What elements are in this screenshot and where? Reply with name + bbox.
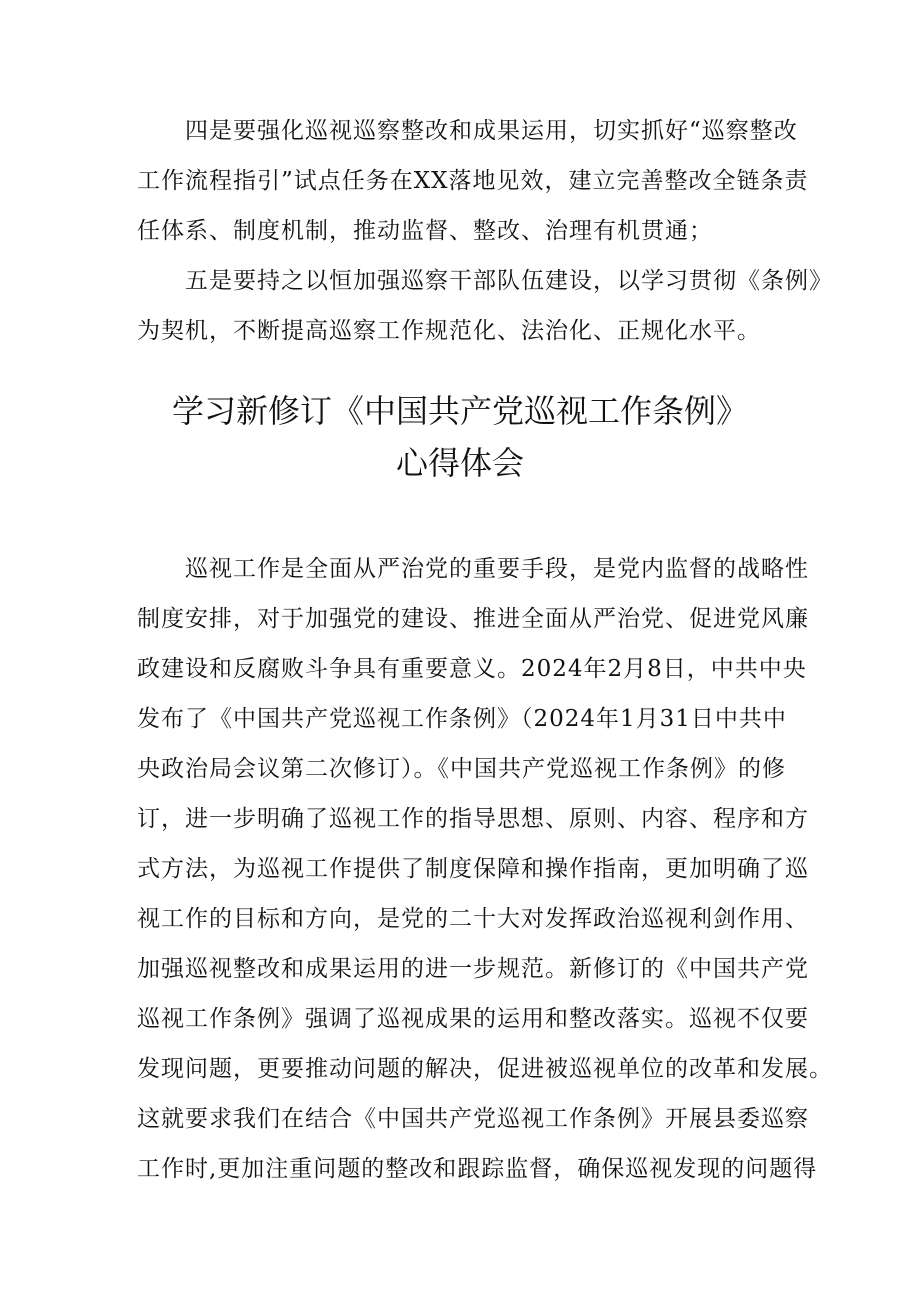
paragraph-line: 发布了《中国共产党巡视工作条例》（2024年1月31日中共中 [137,706,787,732]
paragraph-line: 为契机，不断提高巡察工作规范化、法治化、正规化水平。 [137,318,761,344]
document-title [0,385,920,489]
paragraph-line: 工作流程指引”试点任务在XX落地见效，建立完善整改全链条责 [137,168,809,194]
paragraph-line: 订，进一步明确了巡视工作的指导思想、原则、内容、程序和方 [137,806,809,832]
title-line-2: 心得体会 [395,444,524,482]
paragraph-line: 工作时,更加注重问题的整改和跟踪监督，确保巡视发现的问题得 [137,1156,818,1182]
paragraph-line: 巡视工作条例》强调了巡视成果的运用和整改落实。巡视不仅要 [137,1006,809,1032]
top-paragraphs [137,106,833,356]
paragraph-line: 央政治局会议第二次修订）。《中国共产党巡视工作条例》的修 [137,756,786,782]
paragraph-line: 视工作的目标和方向，是党的二十大对发挥政治巡视利剑作用、 [137,906,809,932]
paragraph-line: 发现问题，更要推动问题的解决，促进被巡视单位的改革和发展。 [137,1056,833,1082]
paragraph-line: 这就要求我们在结合《中国共产党巡视工作条例》开展县委巡察 [137,1106,809,1132]
body-paragraph [137,544,833,1194]
paragraph-line: 巡视工作是全面从严治党的重要手段，是党内监督的战略性 [137,556,809,582]
paragraph-line: 四是要强化巡视巡察整改和成果运用，切实抓好“巡察整改 [137,118,798,144]
paragraph-line: 式方法，为巡视工作提供了制度保障和操作指南，更加明确了巡 [137,856,809,882]
paragraph-line: 加强巡视整改和成果运用的进一步规范。新修订的《中国共产党 [137,956,809,982]
paragraph-line: 五是要持之以恒加强巡察干部队伍建设，以学习贯彻《条例》 [137,268,833,294]
paragraph-line: 政建设和反腐败斗争具有重要意义。2024年2月8日，中共中央 [137,656,807,682]
title-line-1: 学习新修订《中国共产党巡视工作条例》 [171,392,748,430]
paragraph-line: 制度安排，对于加强党的建设、推进全面从严治党、促进党风廉 [137,606,809,632]
paragraph-line: 任体系、制度机制，推动监督、整改、治理有机贯通； [137,218,713,244]
